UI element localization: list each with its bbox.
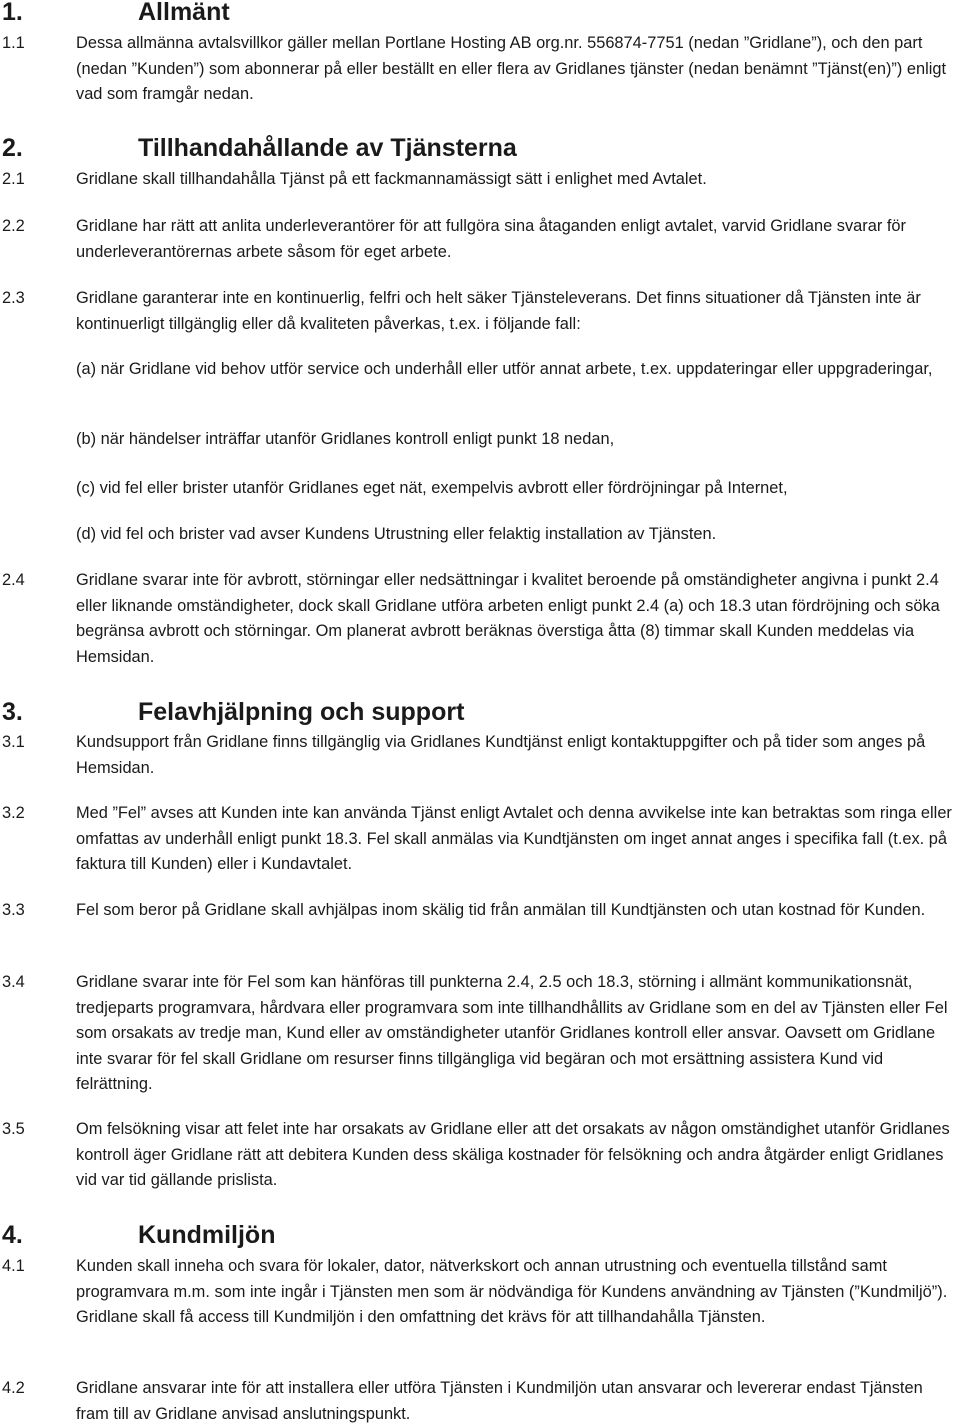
paragraph-number: 4.1 <box>2 1257 25 1275</box>
section-number: 1. <box>2 0 23 26</box>
paragraph-text: Med ”Fel” avses att Kunden inte kan använda Tjänst enligt Avtalet och denna avvikelse inte kan betraktas som ringa eller omfattas av underhåll enligt punkt 18.3. Fel skall anmälas via Kundtjänsten om inget annat anges i specifika fall (t.ex. på faktura till Kunden) eller i Kundavtalet. <box>76 804 952 874</box>
paragraph-text: Gridlane garanterar inte en kontinuerlig, felfri och helt säker Tjänsteleverans. Det finns situationer då Tjänsten inte är kontinuerligt tillgänglig eller då kvaliteten påverkas, t.ex. i följande fall: <box>76 289 921 333</box>
section-title: Tillhandahållande av Tjänsterna <box>138 134 517 162</box>
paragraph-3-3 <box>0 898 960 924</box>
paragraph-number: 2.4 <box>2 571 25 589</box>
paragraph-text: Gridlane svarar inte för avbrott, störningar eller nedsättningar i kvalitet beroende på omständigheter angivna i punkt 2.4 eller liknande omständigheter, dock skall Gridlane utföra arbeten enligt punkt 2.4 (a) och 18.3 utan fördröjning och söka begränsa avbrott och störningar. Om planerat avbrott beräknas överstiga åtta (8) timmar skall Kunden meddelas via Hemsidan. <box>76 571 940 666</box>
paragraph-text: Gridlane har rätt att anlita underleverantörer för att fullgöra sina åtaganden enligt avtalet, varvid Gridlane svarar för underleverantörernas arbete såsom för eget arbete. <box>76 217 907 261</box>
section-title: Kundmiljön <box>138 1221 276 1249</box>
paragraph-number: 2.3 <box>2 289 25 307</box>
section-title: Felavhjälpning och support <box>138 698 465 726</box>
paragraph-text: Fel som beror på Gridlane skall avhjälpas inom skälig tid från anmälan till Kundtjänsten och utan kostnad för Kunden. <box>76 901 926 919</box>
section-number: 4. <box>2 1221 23 1249</box>
paragraph-text: Om felsökning visar att felet inte har orsakats av Gridlane eller att det orsakats av någon omständighet utanför Gridlanes kontroll äger Gridlane rätt att debitera Kunden dess skäliga kostnader för felsökning och andra åtgärder enligt Gridlanes vid var tid gällande prislista. <box>76 1120 950 1190</box>
paragraph-text: Gridlane ansvarar inte för att installera eller utföra Tjänsten i Kundmiljön utan ansvarar och levererar endast Tjänsten fram till av Gridlane anvisad anslutningspunkt. <box>76 1379 923 1423</box>
paragraph-text: Kundsupport från Gridlane finns tillgänglig via Gridlanes Kundtjänst enligt kontaktuppgifter och på tider som anges på Hemsidan. <box>76 733 926 777</box>
paragraph-text: Gridlane skall tillhandahålla Tjänst på ett fackmannamässigt sätt i enlighet med Avtalet. <box>76 170 707 188</box>
paragraph-3-2 <box>0 801 960 878</box>
section-number: 2. <box>2 134 23 162</box>
paragraph-2-3 <box>0 286 960 337</box>
paragraph-number: 3.4 <box>2 973 25 991</box>
list-item-c: (c) vid fel eller brister utanför Gridlanes eget nät, exempelvis avbrott eller fördröjningar på Internet, <box>76 479 788 497</box>
paragraph-2-1 <box>0 167 960 193</box>
paragraph-3-1 <box>0 730 960 781</box>
paragraph-4-1 <box>0 1254 960 1331</box>
list-item-d: (d) vid fel och brister vad avser Kundens Utrustning eller felaktig installation av Tjänsten. <box>76 525 717 543</box>
list-item-b: (b) när händelser inträffar utanför Gridlanes kontroll enligt punkt 18 nedan, <box>76 430 615 448</box>
paragraph-1-1 <box>0 31 960 108</box>
paragraph-2-4 <box>0 568 960 670</box>
paragraph-number: 3.3 <box>2 901 25 919</box>
paragraph-number: 2.2 <box>2 217 25 235</box>
paragraph-number: 3.5 <box>2 1120 25 1138</box>
paragraph-4-2 <box>0 1376 960 1427</box>
list-item-a: (a) när Gridlane vid behov utför service och underhåll eller utför annat arbete, t.ex. uppdateringar eller uppgraderingar, <box>76 360 933 378</box>
paragraph-number: 2.1 <box>2 170 25 188</box>
paragraph-text: Gridlane svarar inte för Fel som kan hänföras till punkterna 2.4, 2.5 och 18.3, störning i allmänt kommunikationsnät, tredjeparts programvara, hårdvara eller programvara som inte tillhandhållits av Gridlane som en del av Tjänsten eller Fel som orsakats av tredje man, Kund eller av omständigheter utanför Gridlanes kontroll eller ansvar. Oavsett om Gridlane inte svarar för fel skall Gridlane om resurser finns tillgängliga vid begäran och mot ersättning assistera Kund vid felrättning. <box>76 973 948 1094</box>
paragraph-2-2 <box>0 214 960 265</box>
section-number: 3. <box>2 698 23 726</box>
paragraph-number: 3.1 <box>2 733 25 751</box>
paragraph-number: 3.2 <box>2 804 25 822</box>
paragraph-number: 1.1 <box>2 34 25 52</box>
paragraph-text: Kunden skall inneha och svara för lokaler, dator, nätverkskort och annan utrustning och eventuella tillstånd samt programvara m.m. som inte ingår i Tjänsten men som är nödvändiga för Kundens användning av Tjänsten (”Kundmiljö”). Gridlane skall få access till Kundmiljön i den omfattning det krävs för att tillhandahålla Tjänsten. <box>76 1257 948 1327</box>
paragraph-3-5 <box>0 1117 960 1194</box>
section-title: Allmänt <box>138 0 230 26</box>
paragraph-3-4 <box>0 970 960 1098</box>
paragraph-text: Dessa allmänna avtalsvillkor gäller mellan Portlane Hosting AB org.nr. 556874-7751 (nedan ”Gridlane”), och den part (nedan ”Kunden”) som abonnerar på eller beställt en eller flera av Gridlanes tjänster (nedan benämnt ”Tjänst(en)”) enligt vad som framgår nedan. <box>76 34 947 104</box>
paragraph-number: 4.2 <box>2 1379 25 1397</box>
